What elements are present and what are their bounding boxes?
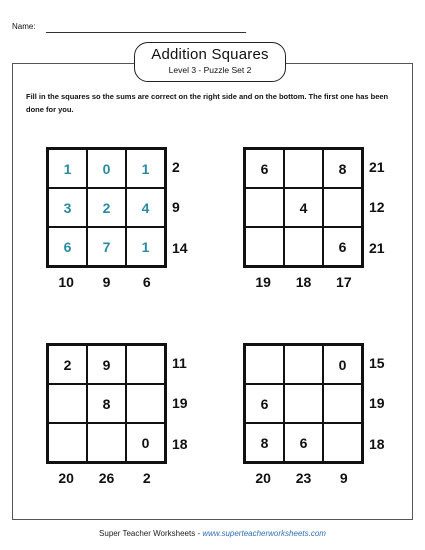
row-sum: 18: [369, 435, 385, 452]
puzzle-grid: [46, 343, 167, 464]
puzzle-grid: [46, 147, 167, 268]
grid-cell[interactable]: 1: [48, 149, 87, 188]
row-sums: [369, 147, 403, 268]
grid-cell[interactable]: 2: [87, 188, 126, 227]
grid-cell[interactable]: [284, 227, 323, 266]
row-sums: [172, 147, 206, 268]
row-sums: [369, 343, 403, 464]
column-sum: 10: [58, 274, 74, 290]
row-sums: [172, 343, 206, 464]
column-sums: [243, 270, 364, 294]
grid-cell[interactable]: 3: [48, 188, 87, 227]
grid-cell[interactable]: [245, 345, 284, 384]
footer-separator: -: [195, 529, 203, 538]
row-sum: 15: [369, 355, 385, 372]
row-sum: 11: [172, 355, 187, 372]
footer: [0, 529, 425, 538]
grid-cell[interactable]: 6: [245, 384, 284, 423]
row-sum: 18: [172, 435, 188, 452]
grid-cell[interactable]: 7: [87, 227, 126, 266]
grid-cell[interactable]: 8: [87, 384, 126, 423]
grid-cell[interactable]: 1: [126, 149, 165, 188]
worksheet-subtitle: Level 3 - Puzzle Set 2: [168, 65, 252, 75]
column-sum: 23: [295, 470, 312, 486]
grid-cell[interactable]: 1: [126, 227, 165, 266]
puzzle-2: [243, 147, 403, 307]
row-sum: 19: [369, 395, 385, 412]
puzzle-grid: [243, 343, 364, 464]
column-sum: 19: [255, 274, 271, 290]
grid-cell[interactable]: 8: [245, 423, 284, 462]
column-sum: 20: [255, 470, 271, 486]
worksheet-title: Addition Squares: [151, 46, 269, 63]
column-sum: 9: [102, 274, 111, 290]
puzzle-4: [243, 343, 403, 503]
grid-cell[interactable]: 6: [284, 423, 323, 462]
grid-cell[interactable]: [284, 384, 323, 423]
grid-cell[interactable]: 4: [284, 188, 323, 227]
row-sum: 14: [172, 239, 188, 256]
grid-cell[interactable]: 8: [323, 149, 362, 188]
grid-cell[interactable]: 9: [87, 345, 126, 384]
grid-cell[interactable]: [48, 423, 87, 462]
puzzle-grid: [243, 147, 364, 268]
instructions: Fill in the squares so the sums are correct on the right side and on the bottom. The first one has been done for you.: [26, 92, 389, 114]
grid-cell[interactable]: 2: [48, 345, 87, 384]
grid-cell[interactable]: 0: [87, 149, 126, 188]
column-sum: 26: [98, 470, 115, 486]
column-sums: [46, 466, 167, 490]
grid-cell[interactable]: [284, 345, 323, 384]
grid-cell[interactable]: [245, 227, 284, 266]
grid-cell[interactable]: 0: [323, 345, 362, 384]
footer-url-link[interactable]: www.superteacherworksheets.com: [202, 529, 326, 538]
grid-cell[interactable]: [323, 188, 362, 227]
grid-cell[interactable]: 6: [245, 149, 284, 188]
row-sum: 19: [172, 395, 188, 412]
row-sum: 2: [172, 159, 180, 176]
grid-cell[interactable]: [126, 384, 165, 423]
footer-brand: Super Teacher Worksheets: [99, 529, 196, 538]
grid-cell[interactable]: [245, 188, 284, 227]
row-sum: 12: [369, 199, 385, 216]
grid-cell[interactable]: 6: [323, 227, 362, 266]
column-sum: 2: [142, 470, 151, 486]
grid-cell[interactable]: [87, 423, 126, 462]
name-underline[interactable]: [46, 32, 246, 33]
column-sum: 18: [295, 274, 312, 290]
grid-cell[interactable]: 0: [126, 423, 165, 462]
column-sum: 9: [339, 470, 348, 486]
column-sum: 20: [58, 470, 74, 486]
title-box: [134, 42, 286, 82]
column-sums: [243, 466, 364, 490]
column-sum: 17: [336, 274, 352, 290]
puzzle-3: [46, 343, 206, 503]
grid-cell[interactable]: 4: [126, 188, 165, 227]
puzzle-1: [46, 147, 206, 307]
grid-cell[interactable]: [126, 345, 165, 384]
column-sums: [46, 270, 167, 294]
grid-cell[interactable]: 6: [48, 227, 87, 266]
row-sum: 9: [172, 199, 180, 216]
grid-cell[interactable]: [48, 384, 87, 423]
grid-cell[interactable]: [323, 423, 362, 462]
name-label: Name:: [12, 22, 36, 31]
row-sum: 21: [369, 159, 385, 176]
grid-cell[interactable]: [284, 149, 323, 188]
row-sum: 21: [369, 239, 385, 256]
grid-cell[interactable]: [323, 384, 362, 423]
column-sum: 6: [142, 274, 151, 290]
